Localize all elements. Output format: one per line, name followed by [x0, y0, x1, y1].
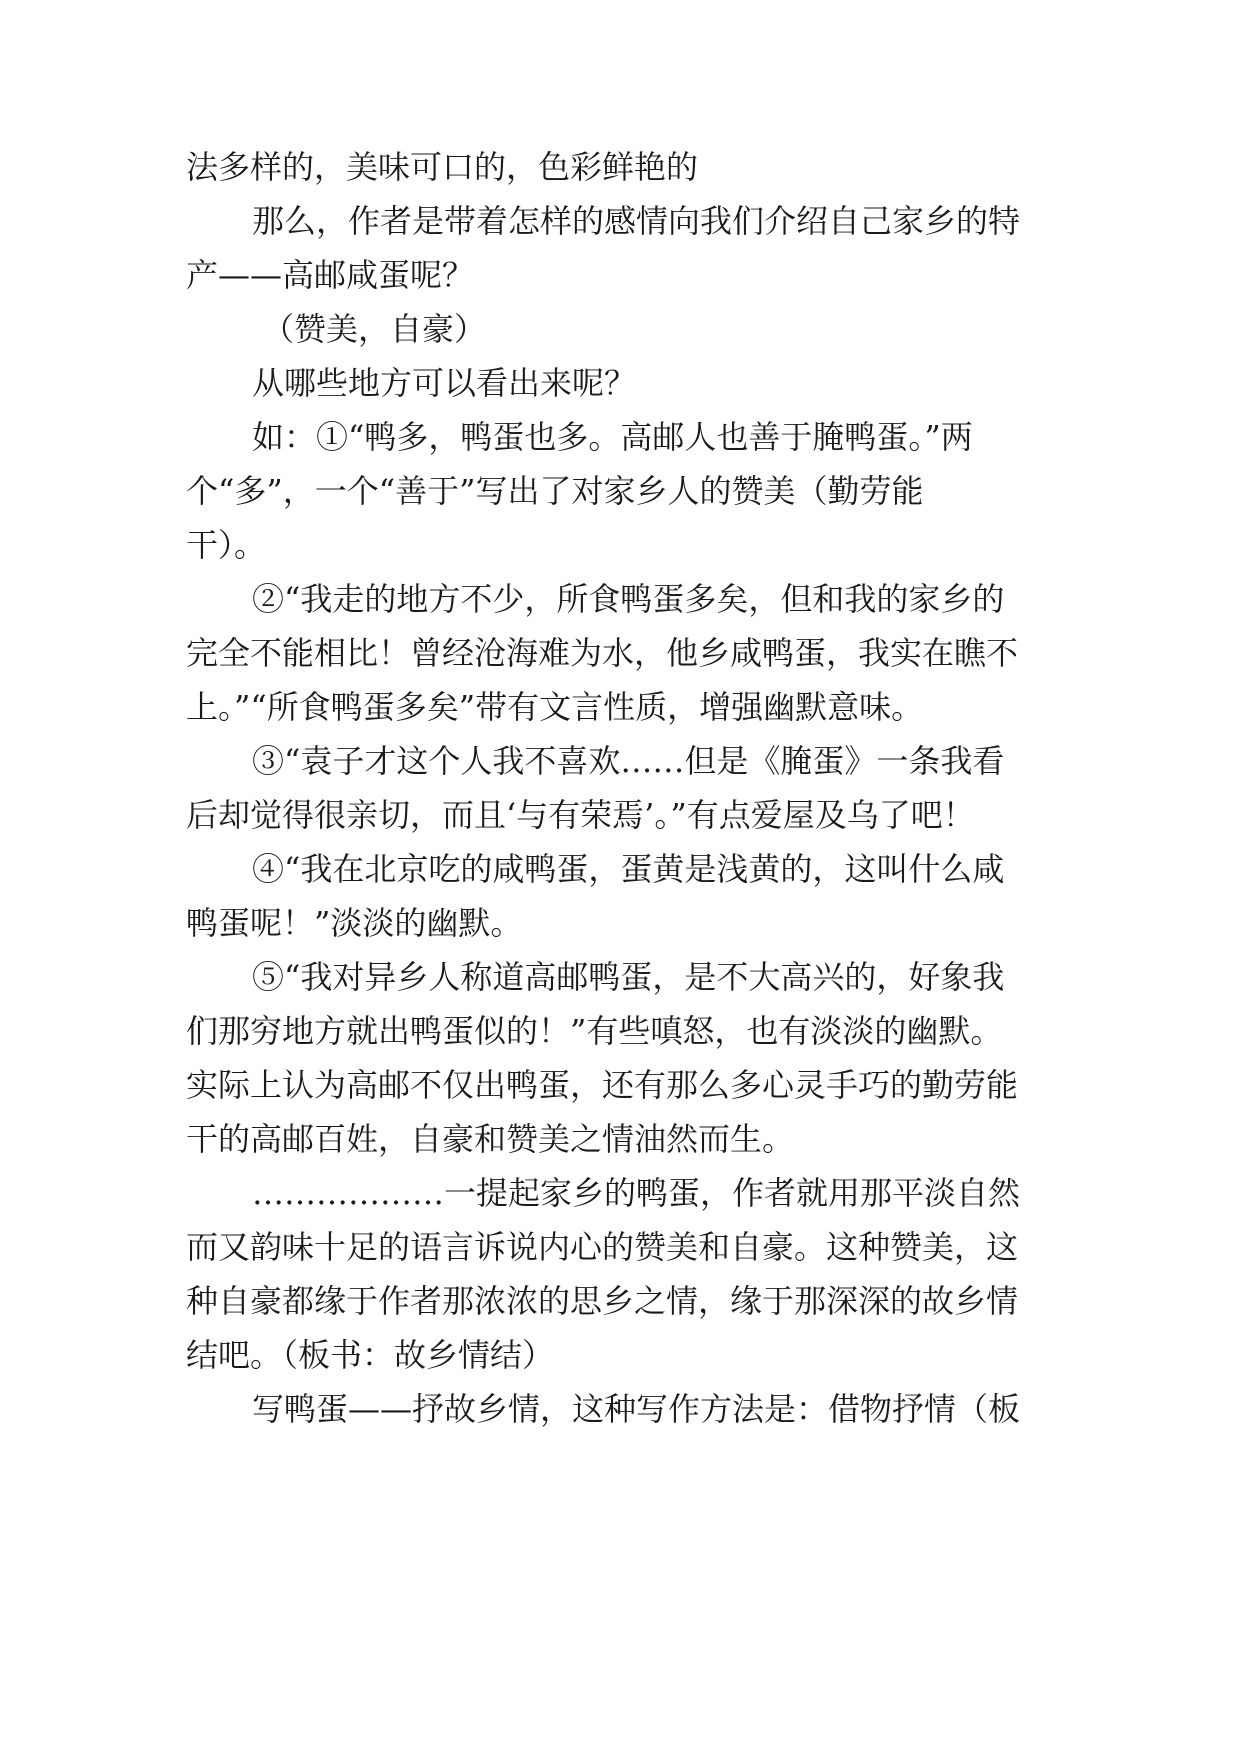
paragraph-line: 个“多”，一个“善于”写出了对家乡人的赞美（勤劳能 — [186, 472, 924, 510]
paragraph-line: 从哪些地方可以看出来呢？ — [252, 364, 637, 402]
paragraph-line: 结吧。（板书：故乡情结） — [186, 1336, 555, 1374]
paragraph-line: 后却觉得很亲切，而且‘与有荣焉’。”有点爱屋及乌了吧！ — [186, 796, 975, 834]
paragraph-line: 而又韵味十足的语言诉说内心的赞美和自豪。这种赞美，这 — [186, 1228, 1019, 1266]
paragraph-line: ②“我走的地方不少，所食鸭蛋多矣，但和我的家乡的 — [252, 580, 1005, 618]
paragraph-line: 产——高邮咸蛋呢？ — [186, 256, 475, 294]
paragraph-line: ④“我在北京吃的咸鸭蛋，蛋黄是浅黄的，这叫什么咸 — [252, 850, 1005, 888]
paragraph-line: 那么，作者是带着怎样的感情向我们介绍自己家乡的特 — [252, 202, 1021, 240]
paragraph-line: 上。”“所食鸭蛋多矣”带有文言性质，增强幽默意味。 — [186, 688, 924, 726]
paragraph-line: ⑤“我对异乡人称道高邮鸭蛋，是不大高兴的，好象我 — [252, 958, 1005, 996]
paragraph-line: 干的高邮百姓，自豪和赞美之情油然而生。 — [186, 1120, 795, 1158]
paragraph-line: 们那穷地方就出鸭蛋似的！”有些嗔怒，也有淡淡的幽默。 — [186, 1012, 1003, 1050]
paragraph-line: 完全不能相比！曾经沧海难为水，他乡咸鸭蛋，我实在瞧不 — [186, 634, 1019, 672]
paragraph-line: （赞美，自豪） — [262, 310, 487, 348]
paragraph-line: 法多样的，美味可口的，色彩鲜艳的 — [186, 148, 699, 186]
paragraph-line: ………………一提起家乡的鸭蛋，作者就用那平淡自然 — [252, 1174, 1021, 1212]
paragraph-line: 干）。 — [186, 526, 267, 564]
paragraph-line: 实际上认为高邮不仅出鸭蛋，还有那么多心灵手巧的勤劳能 — [186, 1066, 1019, 1104]
paragraph-line: 写鸭蛋——抒故乡情，这种写作方法是：借物抒情（板 — [252, 1390, 1021, 1428]
paragraph-line: ③“袁子才这个人我不喜欢……但是《腌蛋》一条我看 — [252, 742, 1005, 780]
paragraph-line: 如：①“鸭多，鸭蛋也多。高邮人也善于腌鸭蛋。”两 — [252, 418, 973, 456]
paragraph-line: 种自豪都缘于作者那浓浓的思乡之情，缘于那深深的故乡情 — [186, 1282, 1019, 1320]
paragraph-line: 鸭蛋呢！”淡淡的幽默。 — [186, 904, 523, 942]
